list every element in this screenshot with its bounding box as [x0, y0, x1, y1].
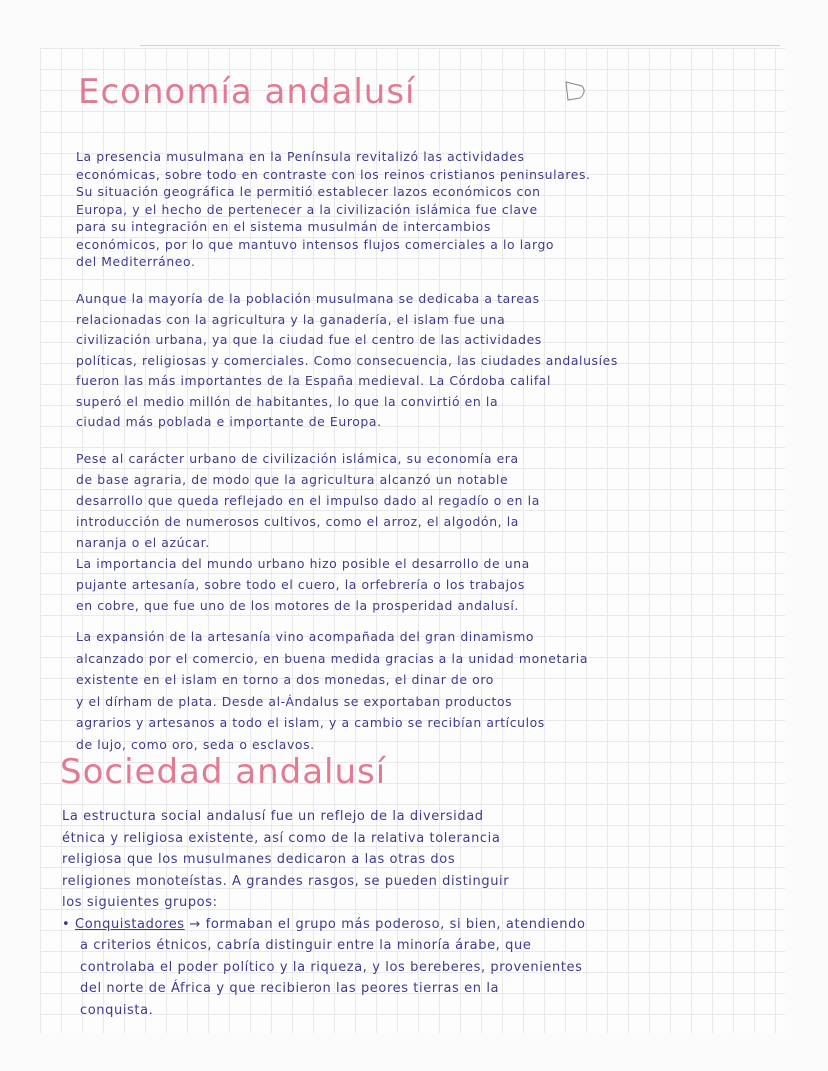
- text-line: Pese al carácter urbano de civilización islámica, su economía era: [76, 451, 519, 466]
- text-line: del norte de África y que recibieron las peores tierras en la: [80, 981, 500, 996]
- text-line: Aunque la mayoría de la población musulmana se dedicaba a tareas: [76, 291, 540, 306]
- text-line: existente en el islam en torno a dos monedas, el dinar de oro: [76, 672, 494, 687]
- text-line: étnica y religiosa existente, así como de la relativa tolerancia: [62, 830, 501, 846]
- text-line: La expansión de la artesanía vino acompañada del gran dinamismo: [76, 629, 535, 644]
- section-title-sociedad: Sociedad andalusí: [60, 752, 387, 792]
- paragraph: [76, 289, 776, 433]
- text-line: religiosa que los musulmanes dedicaron a las otras dos: [62, 852, 456, 867]
- text-line: Europa, y el hecho de pertenecer a la civilización islámica fue clave: [76, 201, 538, 217]
- text-line: de lujo, como oro, seda o esclavos.: [76, 736, 315, 752]
- section-title-economia: Economía andalusí: [78, 72, 416, 112]
- text-line: agrarios y artesanos a todo el islam, y a cambio se recibían artículos: [76, 715, 545, 730]
- text-line: a criterios étnicos, cabría distinguir entre la minoría árabe, que: [80, 938, 532, 953]
- text-line: del Mediterráneo.: [76, 254, 196, 269]
- text-line: introducción de numerosos cultivos, como el arroz, el algodón, la: [76, 514, 519, 529]
- arrow-icon: →: [189, 916, 201, 932]
- text-line: controlaba el poder político y la riqueza, y los bereberes, provenientes: [80, 959, 583, 975]
- bullet-term: Conquistadores: [75, 916, 185, 932]
- paragraph: [62, 806, 762, 1021]
- text-line: económicas, sobre todo en contraste con los reinos cristianos peninsulares.: [76, 166, 591, 182]
- text-line: La importancia del mundo urbano hizo posible el desarrollo de una: [76, 556, 530, 571]
- text-line: fueron las más importantes de la España medieval. La Córdoba califal: [76, 373, 552, 388]
- text-line: relacionadas con la agricultura y la ganadería, el islam fue una: [76, 311, 506, 327]
- text-line: en cobre, que fue uno de los motores de la prosperidad andalusí.: [76, 598, 519, 613]
- text-line: económicos, por lo que mantuvo intensos flujos comerciales a lo largo: [76, 236, 555, 252]
- text-line: conquista.: [80, 1002, 154, 1018]
- text-line: superó el medio millón de habitantes, lo que la convirtió en la: [76, 393, 499, 409]
- paragraph: [76, 148, 776, 271]
- text-line: naranja o el azúcar.: [76, 535, 210, 550]
- paragraph: [76, 626, 776, 755]
- text-line: Su situación geográfica le permitió establecer lazos económicos con: [76, 184, 541, 199]
- text-line: civilización urbana, ya que la ciudad fue el centro de las actividades: [76, 332, 542, 347]
- text-line: alcanzado por el comercio, en buena medida gracias a la unidad monetaria: [76, 650, 589, 666]
- text-line: La estructura social andalusí fue un reflejo de la diversidad: [62, 809, 484, 824]
- text-line: religiones monoteístas. A grandes rasgos, se pueden distinguir: [62, 873, 510, 889]
- bullet-item: • Conquistadores → formaban el grupo más poderoso, si bien, atendiendo: [62, 916, 586, 932]
- doodle-icon: [560, 78, 590, 104]
- text-line: de base agraria, de modo que la agricultura alcanzó un notable: [76, 472, 509, 487]
- margin-line: [140, 45, 780, 46]
- text-line: formaban el grupo más poderoso, si bien, atendiendo: [205, 916, 586, 932]
- text-line: ciudad más poblada e importante de Europa.: [76, 414, 382, 429]
- text-line: políticas, religiosas y comerciales. Como consecuencia, las ciudades andalusíes: [76, 352, 618, 368]
- paragraph: [76, 448, 776, 616]
- text-line: desarrollo que queda reflejado en el impulso dado al regadío o en la: [76, 493, 540, 508]
- text-line: y el dírham de plata. Desde al-Ándalus se exportaban productos: [76, 693, 513, 709]
- text-line: La presencia musulmana en la Península revitalizó las actividades: [76, 149, 525, 164]
- text-line: los siguientes grupos:: [62, 895, 218, 910]
- text-line: para su integración en el sistema musulmán de intercambios: [76, 219, 491, 234]
- text-line: pujante artesanía, sobre todo el cuero, la orfebrería o los trabajos: [76, 577, 525, 592]
